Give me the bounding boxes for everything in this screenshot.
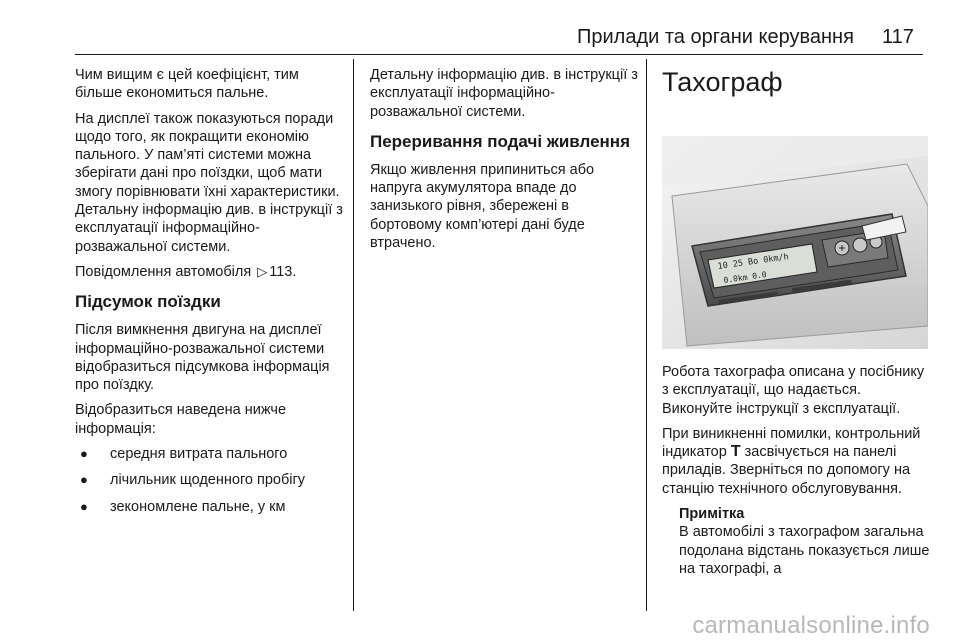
bullet-icon: ●: [80, 498, 88, 514]
section-title: Прилади та органи керування: [577, 26, 854, 48]
paragraph-with-reference: [75, 263, 345, 281]
page-number: 117: [882, 26, 914, 48]
note-box: [662, 505, 932, 578]
paragraph: Відобразиться наведена нижче інформація:: [75, 402, 287, 437]
tachograph-illustration: [662, 136, 928, 349]
tachograph-indicator-icon: T: [730, 443, 741, 461]
tachograph-display-line1: 10 25 Bo 0km/h: [717, 252, 790, 272]
paragraph: На дисплеї також показуються поради щодо того, як покращити економію пального. У пам’яті системи можна зберігати дані про поїздки, щоб мати змогу порівнювати їхні характеристики. Детальну інформацію див. в інструкції з експлуатації інформаційно-розважальної системи.: [75, 110, 343, 255]
paragraph: Робота тахографа описана у посібнику з експлуатації, що надається. Виконуйте інструкції з експлуатації.: [662, 364, 925, 417]
left-column: [75, 66, 345, 524]
header-divider: [75, 54, 923, 55]
paragraph-text: Повідомлення автомобіля: [75, 263, 252, 280]
section-heading: Підсумок поїздки: [75, 292, 221, 312]
middle-column: [370, 66, 638, 259]
list-item: ● лічильник щоденного пробігу: [80, 472, 306, 489]
paragraph: Детальну інформацію див. в інструкції з експлуатації інформаційно-розважальної системи.: [370, 67, 638, 120]
paragraph-with-indicator: При виникненні помилки, контрольний індикатор T засвічується на панелі приладів. Зверніться по допомогу на станцію технічного обслуговування.: [662, 425, 921, 497]
right-column: [662, 62, 932, 578]
tachograph-photo: [662, 136, 928, 349]
paragraph: Якщо живлення припиниться або напруга акумулятора впаде до занизького рівня, збережені в бортовому комп’ютері дані буде втрачено.: [370, 161, 595, 252]
page-reference[interactable]: 113.: [269, 263, 297, 280]
bullet-list: [75, 445, 345, 516]
paragraph: Після вимкнення двигуна на дисплеї інформаційно-розважальної системи відобразиться підсумкова інформація про поїздку.: [75, 322, 330, 394]
list-item: ● середня витрата пального: [80, 446, 288, 463]
page-section-title: Тахограф: [662, 67, 783, 97]
section-heading: Переривання подачі живлення: [370, 131, 630, 151]
note-text: В автомобілі з тахографом загальна подолана відстань показується лише на тахографі, а: [679, 524, 930, 577]
column-divider-left: [353, 59, 354, 611]
note-title: Примітка: [679, 506, 745, 523]
page-header: [0, 0, 960, 58]
bullet-icon: ●: [80, 446, 88, 462]
page-reference-icon: ▷: [257, 263, 268, 279]
paragraph: Чим вищим є цей коефіцієнт, тим більше економиться пальне.: [75, 67, 299, 102]
watermark: carmanualsonline.info: [692, 612, 930, 639]
column-divider-right: [646, 59, 647, 611]
list-item: ● зекономлене пальне, у км: [80, 498, 286, 515]
tachograph-display-line2: 0.0km 0.0: [723, 270, 768, 285]
bullet-icon: ●: [80, 472, 88, 488]
